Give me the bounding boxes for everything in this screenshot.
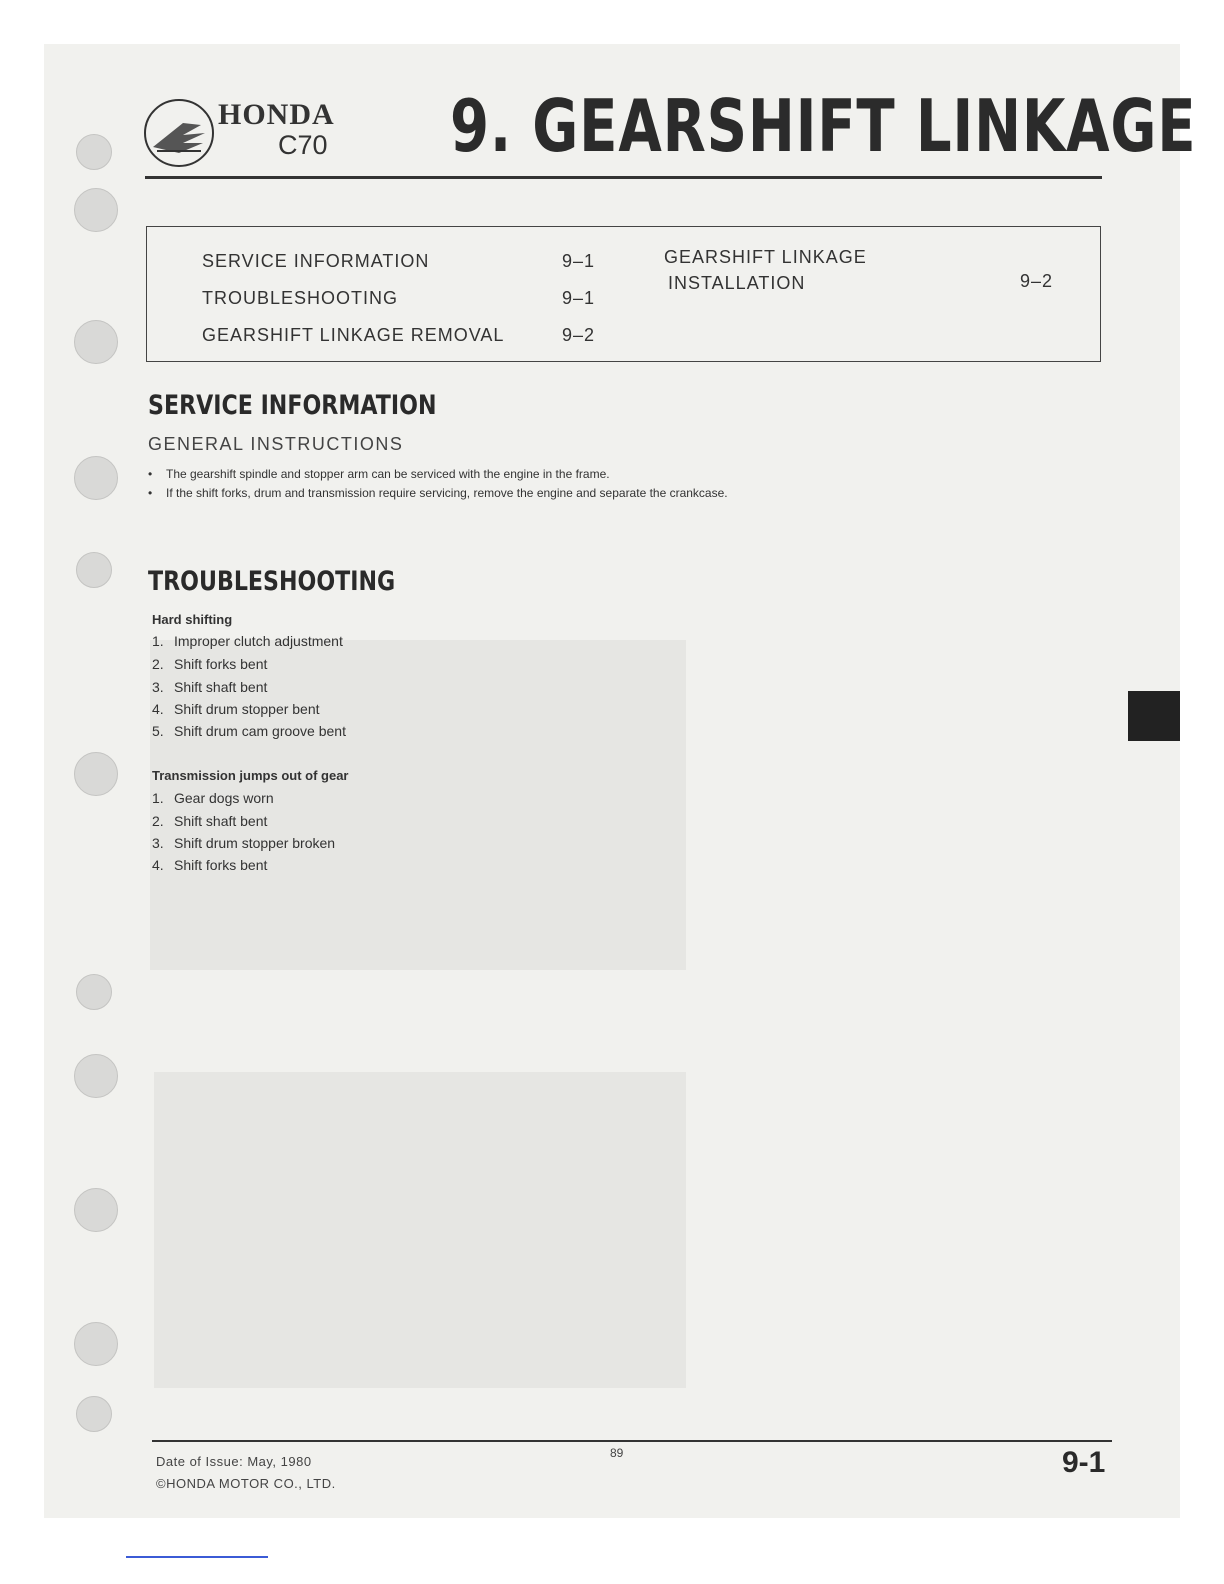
- binder-hole: [74, 752, 118, 796]
- instruction-bullet: • The gearshift spindle and stopper arm can be serviced with the engine in the frame.: [148, 467, 610, 481]
- copyright: ©HONDA MOTOR CO., LTD.: [156, 1476, 336, 1491]
- cause-item: 5. Shift drum cam groove bent: [152, 723, 346, 739]
- binder-hole: [76, 552, 112, 588]
- chapter-title: 9. GEARSHIFT LINKAGE: [450, 84, 1197, 168]
- binder-hole: [74, 456, 118, 500]
- symptom-title: Transmission jumps out of gear: [152, 768, 349, 783]
- page-number: 89: [610, 1446, 624, 1460]
- date-of-issue: Date of Issue: May, 1980: [156, 1454, 312, 1469]
- cause-item: 1. Gear dogs worn: [152, 790, 274, 806]
- toc-entry-page: 9–2: [1020, 271, 1054, 291]
- section-heading: SERVICE INFORMATION: [148, 390, 437, 421]
- toc-entry-page: 9–1: [562, 288, 596, 308]
- footer-rule: [152, 1440, 1112, 1442]
- cause-item: 1. Improper clutch adjustment: [152, 633, 343, 649]
- toc-entry-label: GEARSHIFT LINKAGE: [664, 247, 867, 267]
- cause-item: 4. Shift drum stopper bent: [152, 701, 320, 717]
- toc-entry-label: SERVICE INFORMATION: [202, 251, 430, 271]
- binder-hole: [74, 1188, 118, 1232]
- cause-item: 3. Shift drum stopper broken: [152, 835, 336, 851]
- cause-item: 3. Shift shaft bent: [152, 679, 268, 695]
- thumb-index-tab: [1128, 691, 1180, 741]
- binder-hole: [74, 1054, 118, 1098]
- cause-item: 2. Shift forks bent: [152, 656, 268, 672]
- toc-entry-label: TROUBLESHOOTING: [202, 288, 399, 308]
- show-through-figure: [154, 1072, 686, 1388]
- instruction-bullet: • If the shift forks, drum and transmission require servicing, remove the engine and separate the crankcase.: [148, 486, 728, 500]
- binder-hole: [74, 188, 118, 232]
- toc-entry-page: 9–2: [562, 325, 596, 345]
- binder-hole: [76, 1396, 112, 1432]
- binder-hole: [74, 320, 118, 364]
- sub-heading: GENERAL INSTRUCTIONS: [148, 434, 404, 454]
- scan-edge-line: [126, 1556, 268, 1558]
- model-name: C70: [278, 130, 328, 160]
- binder-hole: [76, 134, 112, 170]
- symptom-title: Hard shifting: [152, 612, 233, 627]
- cause-item: 4. Shift forks bent: [152, 857, 268, 873]
- section-heading: TROUBLESHOOTING: [148, 566, 396, 597]
- binder-hole: [76, 974, 112, 1010]
- cause-item: 2. Shift shaft bent: [152, 813, 268, 829]
- brand-name: HONDA: [218, 98, 335, 131]
- chapter-page-number: 9-1: [1062, 1446, 1106, 1479]
- toc-entry-page: 9–1: [562, 251, 596, 271]
- toc-entry-label-continued: INSTALLATION: [668, 273, 806, 293]
- binder-hole: [74, 1322, 118, 1366]
- title-rule: [145, 176, 1102, 179]
- toc-entry-label: GEARSHIFT LINKAGE REMOVAL: [202, 325, 505, 345]
